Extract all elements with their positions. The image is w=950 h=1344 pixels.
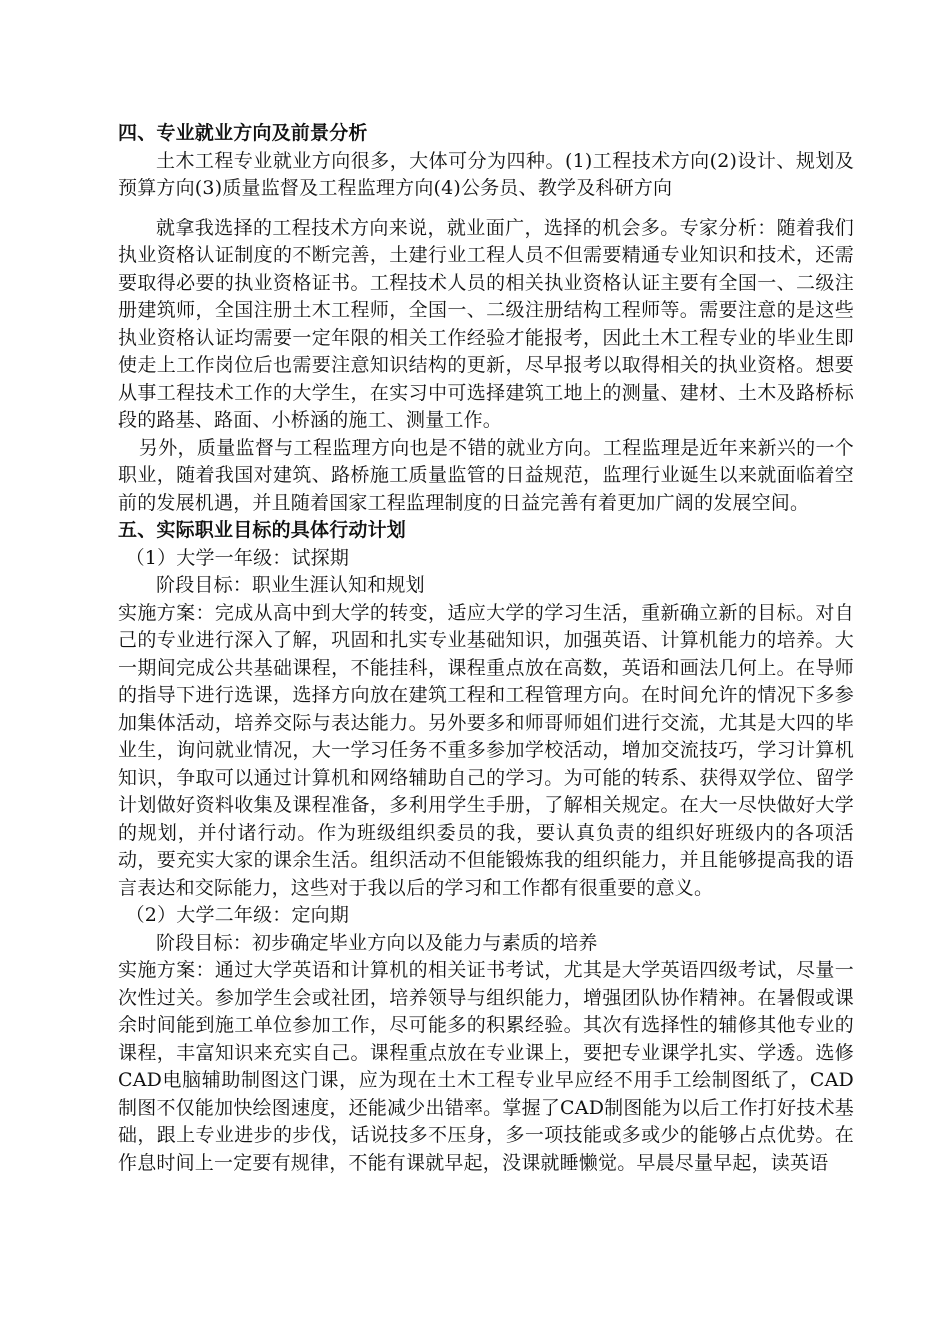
paragraph-supervision: 另外，质量监督与工程监理方向也是不错的就业方向。工程监理是近年来新兴的一个职业，随着我国对建筑、路桥施工质量监管的日益规范，监理行业诞生以来就面临着空前的发展机遇，并且随着国家工程监理制度的日益完善有着更加广阔的发展空间。	[118, 436, 854, 514]
year1-goal: 阶段目标：职业生涯认知和规划	[156, 574, 425, 596]
year2-title: （2）大学二年级：定向期	[125, 904, 350, 926]
section-heading-4: 四、专业就业方向及前景分析	[118, 122, 368, 144]
year2-goal: 阶段目标：初步确定毕业方向以及能力与素质的培养	[156, 931, 598, 954]
year1-title: （1）大学一年级：试探期	[125, 546, 350, 569]
document-page	[118, 120, 854, 1177]
year2-plan: 实施方案：通过大学英语和计算机的相关证书考试，尤其是大学英语四级考试，尽量一次性过关。参加学生会或社团，培养领导与组织能力，增强团队协作精神。在暑假或课余时间能到施工单位参加工作，尽可能多的积累经验。其次有选择性的辅修其他专业的课程，丰富知识来充实自己。课程重点放在专业课上，要把专业课学扎实、学透。选修CAD电脑辅助制图这门课，应为现在土木工程专业早应经不用手工绘制图纸了，CAD制图不仅能加快绘图速度，还能减少出错率。掌握了CAD制图能为以后工作打好技术基础，跟上专业进步的步伐，话说技多不压身，多一项技能或多或少的能够占点优势。在作息时间上一定要有规律，不能有课就早起，没课就睡懒觉。早晨尽量早起，读英语	[118, 959, 854, 1174]
paragraph-engineering-technology: 就拿我选择的工程技术方向来说，就业面广，选择的机会多。专家分析：随着我们执业资格认证制度的不断完善，土建行业工程人员不但需要精通专业知识和技术，还需要取得必要的执业资格证书。工程技术人员的相关执业资格认证主要有全国一、二级注册建筑师，全国注册土木工程师，全国一、二级注册结构工程师等。需要注意的是这些执业资格认证均需要一定年限的相关工作经验才能报考，因此土木工程专业的毕业生即使走上工作岗位后也需要注意知识结构的更新，尽早报考以取得相关的执业资格。想要从事工程技术工作的大学生，在实习中可选择建筑工地上的测量、建材、土木及路桥标段的路基、路面、小桥涵的施工、测量工作。	[118, 216, 854, 431]
section-heading-5: 五、实际职业目标的具体行动计划	[118, 519, 407, 541]
paragraph-career-directions: 土木工程专业就业方向很多，大体可分为四种。(1)工程技术方向(2)设计、规划及预算方向(3)质量监督及工程监理方向(4)公务员、教学及科研方向	[118, 149, 854, 199]
paragraph-spacer	[118, 203, 854, 215]
year1-plan: 实施方案：完成从高中到大学的转变，适应大学的学习生活，重新确立新的目标。对自己的专业进行深入了解，巩固和扎实专业基础知识，加强英语、计算机能力的培养。大一期间完成公共基础课程，不能挂科，课程重点放在高数，英语和画法几何上。在导师的指导下进行选课，选择方向放在建筑工程和工程管理方向。在时间允许的情况下多参加集体活动，培养交际与表达能力。另外要多和师哥师姐们进行交流，尤其是大四的毕业生，询问就业情况，大一学习任务不重多参加学校活动，增加交流技巧，学习计算机知识，争取可以通过计算机和网络辅助自己的学习。为可能的转系、获得双学位、留学计划做好资料收集及课程准备，多利用学生手册，了解相关规定。在大一尽快做好大学的规划，并付诸行动。作为班级组织委员的我，要认真负责的组织好班级内的各项活动，要充实大家的课余生活。组织活动不但能锻炼我的组织能力，并且能够提高我的语言表达和交际能力，这些对于我以后的学习和工作都有很重要的意义。	[118, 601, 854, 899]
